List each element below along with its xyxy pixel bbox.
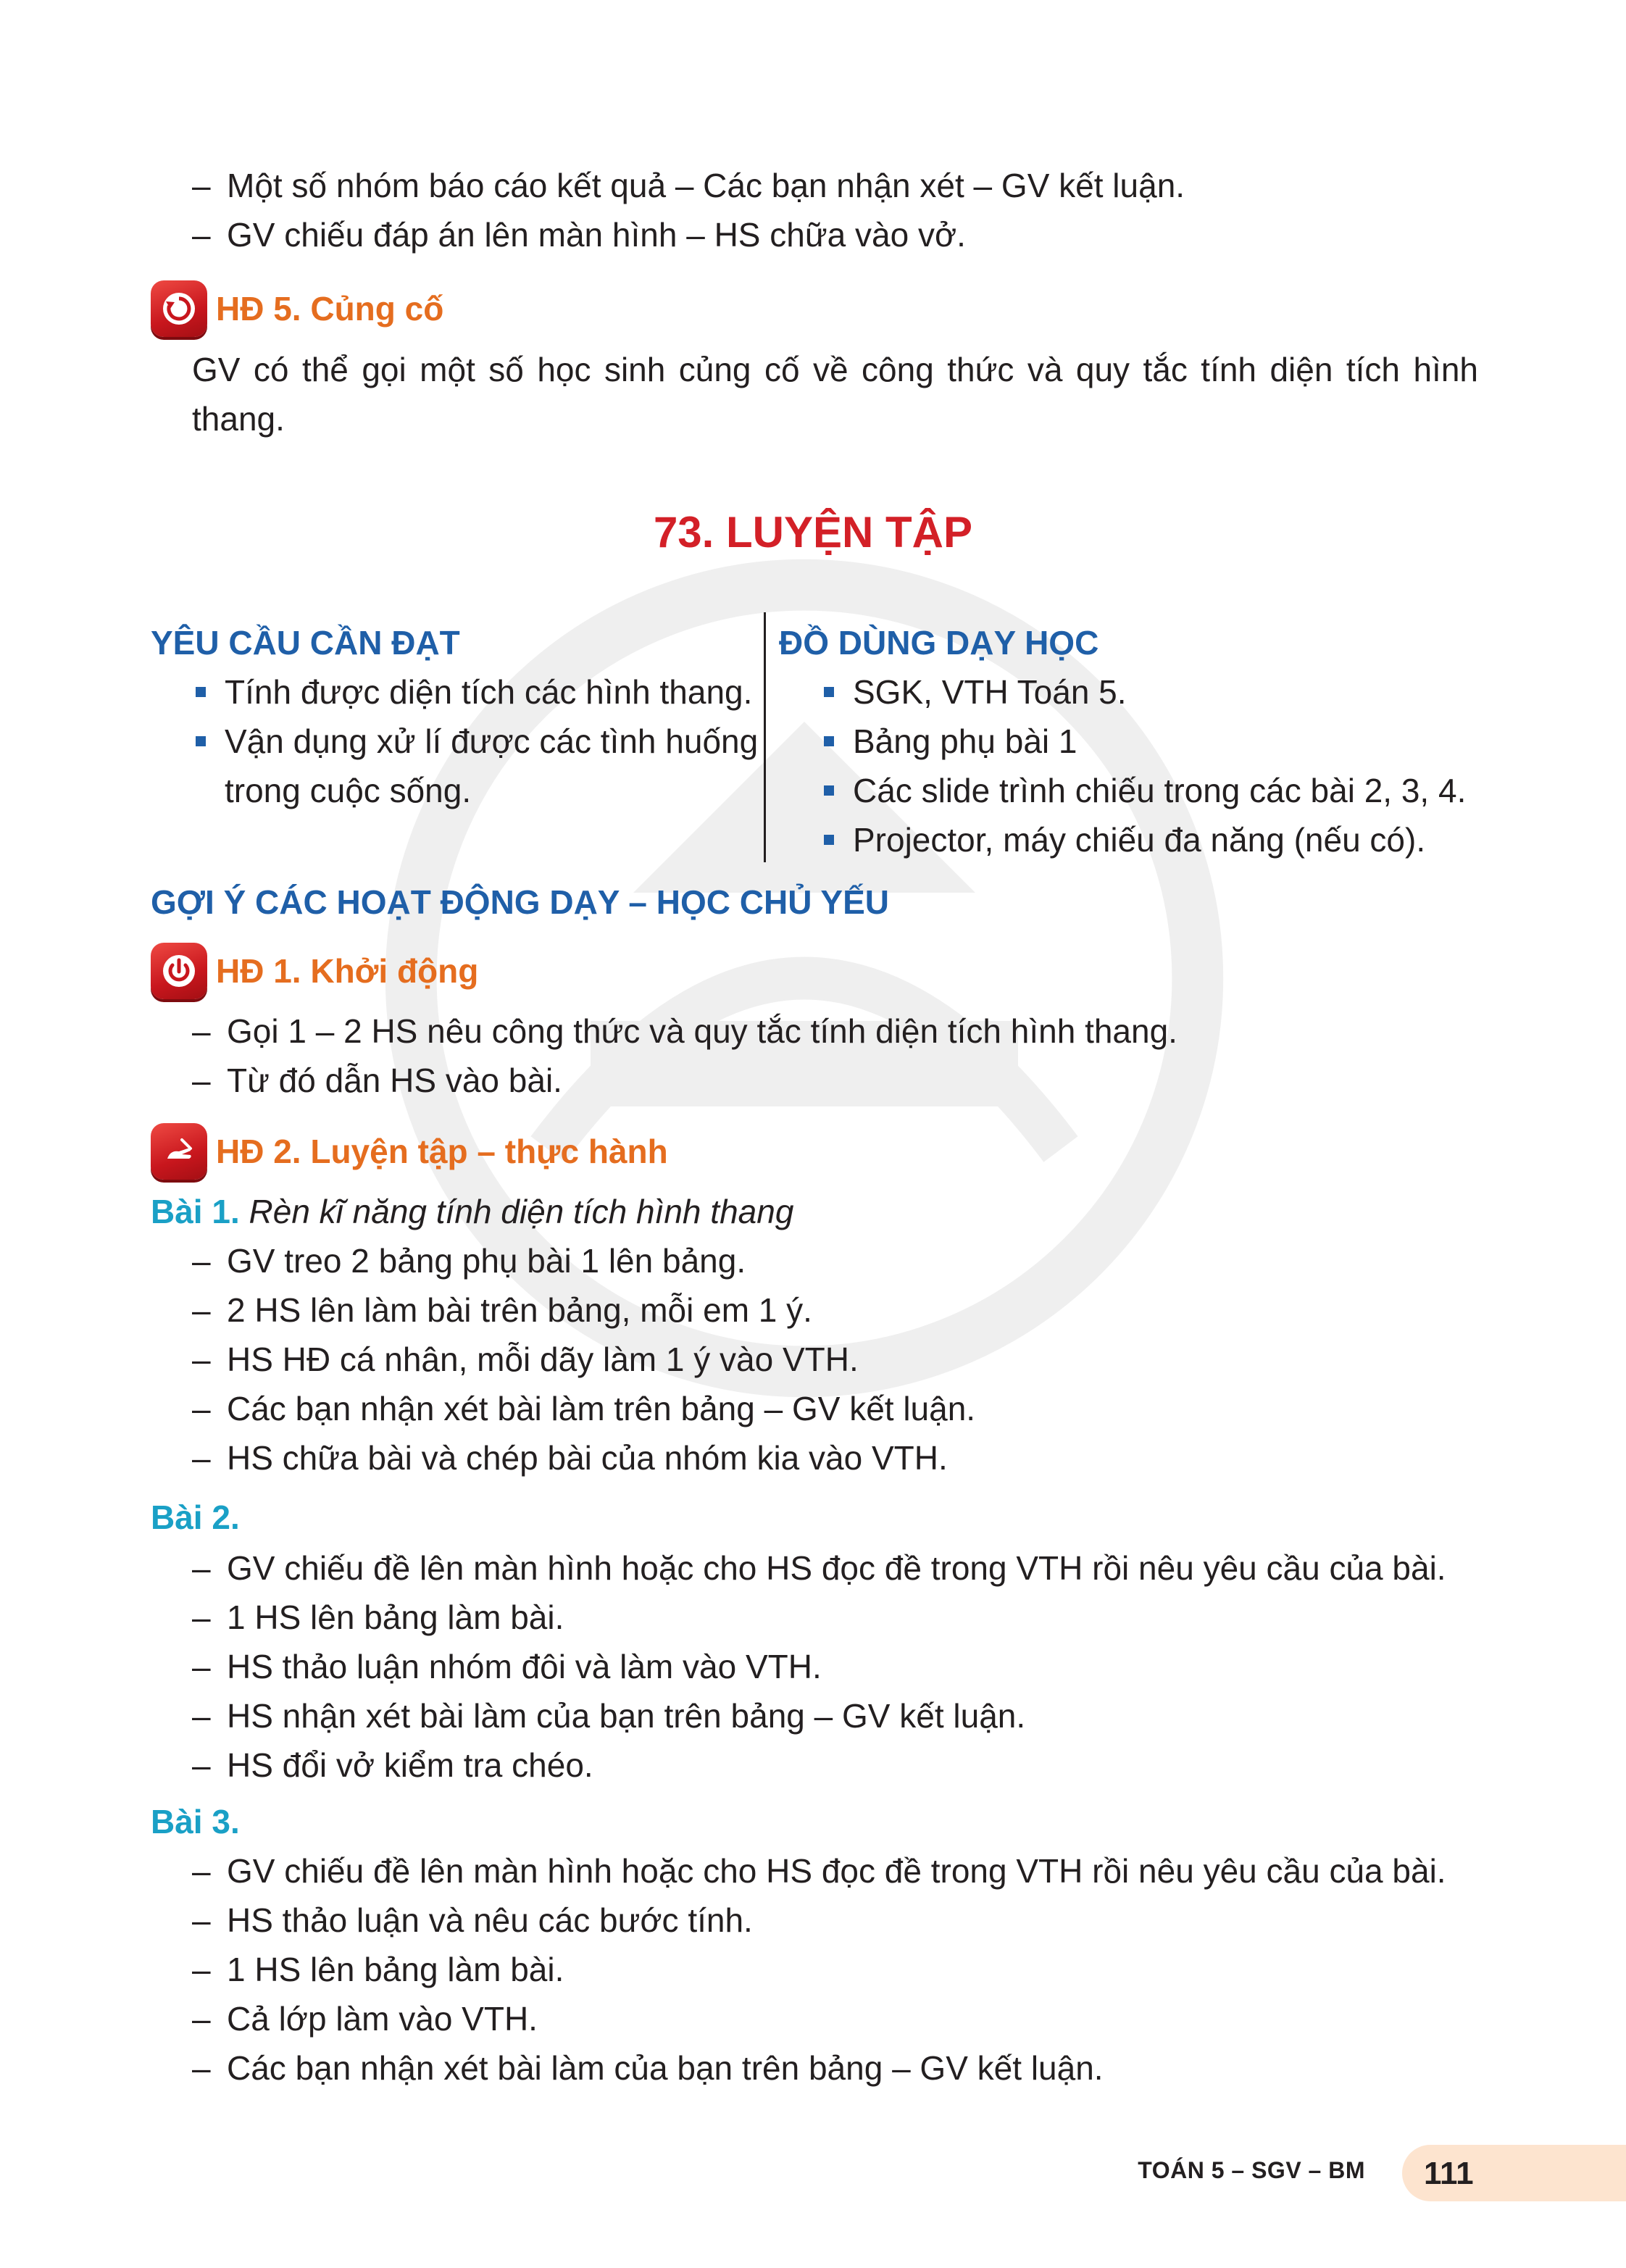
list-item: – HS chữa bài và chép bài của nhóm kia vào VTH.: [192, 1433, 975, 1483]
list-item: – HS thảo luận nhóm đôi và làm vào VTH.: [192, 1642, 1446, 1691]
exercise-3-list: [192, 1846, 1446, 2093]
list-item: – Gọi 1 – 2 HS nêu công thức và quy tắc tính diện tích hình thang.: [192, 1006, 1177, 1056]
activity-title: HĐ 2. Luyện tập – thực hành: [216, 1133, 668, 1170]
exercise-description: Rèn kĩ năng tính diện tích hình thang: [249, 1193, 794, 1230]
requirements-list: [192, 667, 764, 815]
list-item: – GV chiếu đề lên màn hình hoặc cho HS đọc đề trong VTH rồi nêu yêu cầu của bài.: [192, 1543, 1446, 1593]
activities-heading: GỢI Ý CÁC HOẠT ĐỘNG DẠY – HỌC CHỦ YẾU: [151, 883, 889, 921]
list-item: – HS HĐ cá nhân, mỗi dãy làm 1 ý vào VTH.: [192, 1335, 975, 1384]
page-number: 111: [1424, 2156, 1474, 2191]
list-item: – Các bạn nhận xét bài làm của bạn trên bảng – GV kết luận.: [192, 2043, 1446, 2093]
list-item: Tính được diện tích các hình thang.: [192, 667, 764, 717]
activity-heading-hd1: [151, 942, 478, 1000]
exercise-2-heading: [151, 1493, 240, 1542]
list-item: – 1 HS lên bảng làm bài.: [192, 1593, 1446, 1642]
hd1-list: [192, 1006, 1177, 1105]
footer-book-title: TOÁN 5 – SGV – BM: [1138, 2157, 1365, 2183]
hd5-paragraph: GV có thể gọi một số học sinh củng cố về công thức và quy tắc tính diện tích hình thang.: [192, 351, 1478, 438]
activity-heading-hd2: [151, 1122, 668, 1180]
list-item: – 2 HS lên làm bài trên bảng, mỗi em 1 ý.: [192, 1285, 975, 1335]
exercise-3-heading: [151, 1797, 240, 1846]
materials-heading: ĐỒ DÙNG DẠY HỌC: [779, 624, 1099, 662]
activity-title: HĐ 5. Củng cố: [216, 290, 444, 328]
list-item: – HS đổi vở kiểm tra chéo.: [192, 1740, 1446, 1790]
top-list: [192, 161, 1185, 259]
list-item: – GV treo 2 bảng phụ bài 1 lên bảng.: [192, 1236, 975, 1285]
list-item: – 1 HS lên bảng làm bài.: [192, 1945, 1446, 1994]
list-item: Vận dụng xử lí được các tình huống trong cuộc sống.: [192, 717, 764, 815]
exercise-label: Bài 1.: [151, 1193, 240, 1230]
list-item: – HS nhận xét bài làm của bạn trên bảng – GV kết luận.: [192, 1691, 1446, 1740]
list-item: – Một số nhóm báo cáo kết quả – Các bạn nhận xét – GV kết luận.: [192, 161, 1185, 210]
requirements-heading: YÊU CẦU CẦN ĐẠT: [151, 624, 460, 662]
list-item: – Từ đó dẫn HS vào bài.: [192, 1056, 1177, 1105]
list-item: – Cả lớp làm vào VTH.: [192, 1994, 1446, 2043]
exercise-2-list: [192, 1543, 1446, 1790]
lesson-title: 73. LUYỆN TẬP: [653, 508, 973, 556]
exercise-label: Bài 3.: [151, 1803, 240, 1840]
list-item: Projector, máy chiếu đa năng (nếu có).: [820, 815, 1545, 864]
list-item: – GV chiếu đáp án lên màn hình – HS chữa vào vở.: [192, 210, 1185, 259]
hand-writing-icon: [151, 1123, 207, 1180]
list-item: – HS thảo luận và nêu các bước tính.: [192, 1896, 1446, 1945]
exercise-label: Bài 2.: [151, 1498, 240, 1536]
list-item: Các slide trình chiếu trong các bài 2, 3, 4.: [820, 766, 1545, 815]
refresh-icon: [151, 280, 207, 337]
list-item: SGK, VTH Toán 5.: [820, 667, 1545, 717]
activity-heading-hd5: [151, 280, 443, 338]
materials-list: [820, 667, 1545, 864]
power-icon: [151, 943, 207, 999]
exercise-1-list: [192, 1236, 975, 1483]
list-item: – GV chiếu đề lên màn hình hoặc cho HS đọc đề trong VTH rồi nêu yêu cầu của bài.: [192, 1846, 1446, 1896]
list-item: – Các bạn nhận xét bài làm trên bảng – GV kết luận.: [192, 1384, 975, 1433]
activity-title: HĐ 1. Khởi động: [216, 952, 479, 990]
column-divider: [764, 612, 766, 862]
exercise-1-heading: [151, 1187, 793, 1236]
list-item: Bảng phụ bài 1: [820, 717, 1545, 766]
